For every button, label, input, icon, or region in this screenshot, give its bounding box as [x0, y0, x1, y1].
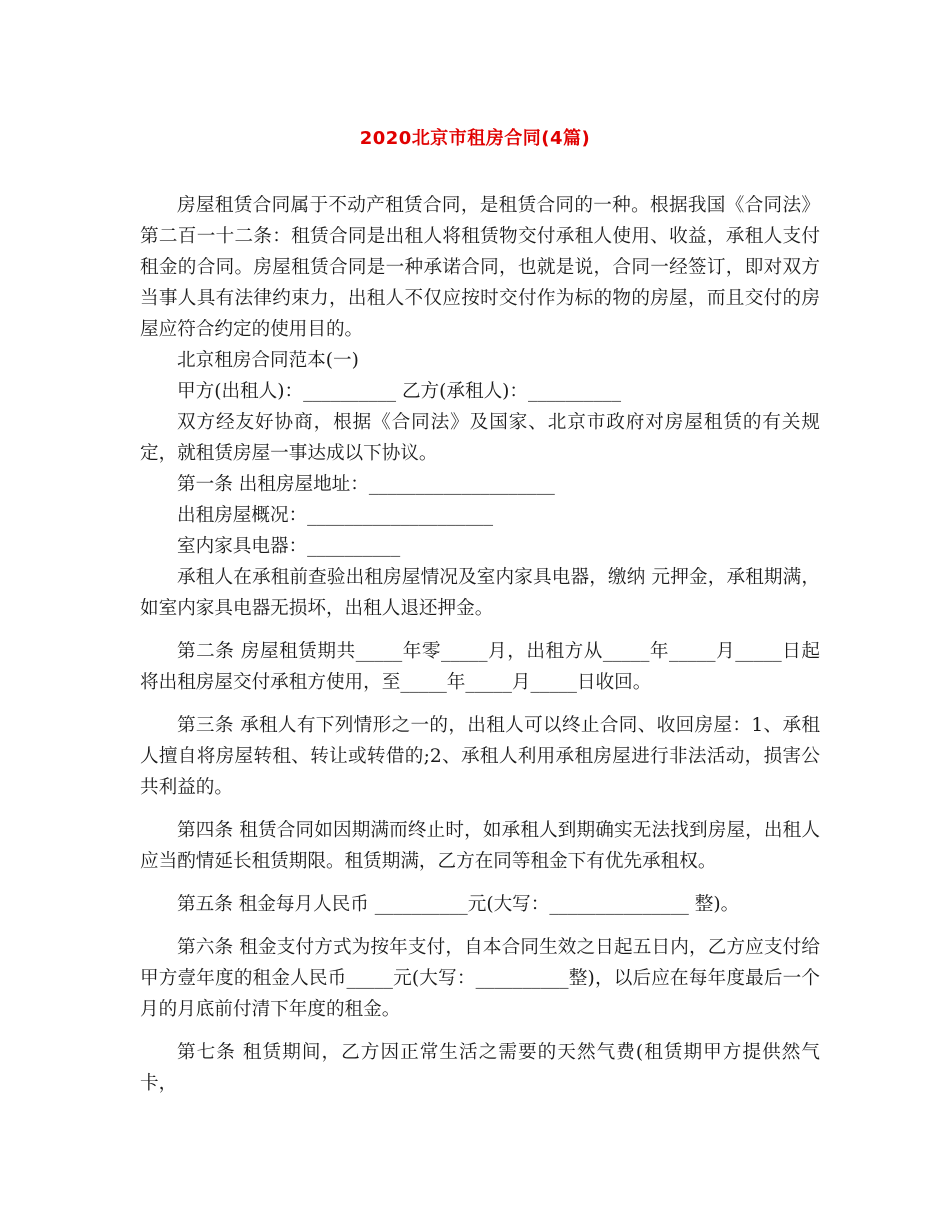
intro-paragraph: 房屋租赁合同属于不动产租赁合同，是租赁合同的一种。根据我国《合同法》第二百一十二条：租赁合同是出租人将租赁物交付承租人使用、收益，承租人支付租金的合同。房屋租赁合同是一种承诺合同，也就是说，合同一经签订，即对双方当事人具有法律约束力，出租人不仅应按时交付作为标的物的房屋，而且交付的房屋应符合约定的使用目的。	[140, 195, 820, 340]
document-title: 2020北京市租房合同(4篇)	[359, 128, 591, 149]
agreement-preamble: 双方经友好协商，根据《合同法》及国家、北京市政府对房屋租赁的有关规定，就租赁房屋一事达成以下协议。	[140, 412, 820, 464]
parties-line: 甲方(出租人)：__________ 乙方(承租人)：__________	[177, 381, 621, 402]
document-body	[140, 190, 820, 1099]
article-1-address: 第一条 出租房屋地址：____________________	[177, 474, 555, 495]
section-heading: 北京租房合同范本(一)	[177, 350, 359, 371]
article-6: 第六条 租金支付方式为按年支付，自本合同生效之日起五日内，乙方应支付给甲方壹年度的租金人民币_____元(大写：__________整)，以后应在每年度最后一个月的月底前付清下年度的租金。	[140, 937, 820, 1020]
article-5: 第五条 租金每月人民币 __________元(大写：_______________ 整)。	[177, 894, 740, 915]
article-2: 第二条 房屋租赁期共_____年零_____月，出租方从_____年_____月_____日起将出租房屋交付承租方使用，至_____年_____月_____日收回。	[140, 641, 820, 693]
article-3: 第三条 承租人有下列情形之一的，出租人可以终止合同、收回房屋：1、承租人擅自将房屋转租、转让或转借的;2、承租人利用承租房屋进行非法活动，损害公共利益的。	[140, 715, 820, 798]
deposit-paragraph: 承租人在承租前查验出租房屋情况及室内家具电器，缴纳 元押金，承租期满，如室内家具电器无损坏，出租人退还押金。	[140, 567, 820, 619]
house-overview-line: 出租房屋概况：____________________	[177, 505, 494, 526]
article-7: 第七条 租赁期间，乙方因正常生活之需要的天然气费(租赁期甲方提供然气卡，	[140, 1042, 820, 1094]
furniture-appliances-line: 室内家具电器：__________	[177, 536, 401, 557]
article-4: 第四条 租赁合同如因期满而终止时，如承租人到期确实无法找到房屋，出租人应当酌情延长租赁期限。租赁期满，乙方在同等租金下有优先承租权。	[140, 820, 820, 872]
